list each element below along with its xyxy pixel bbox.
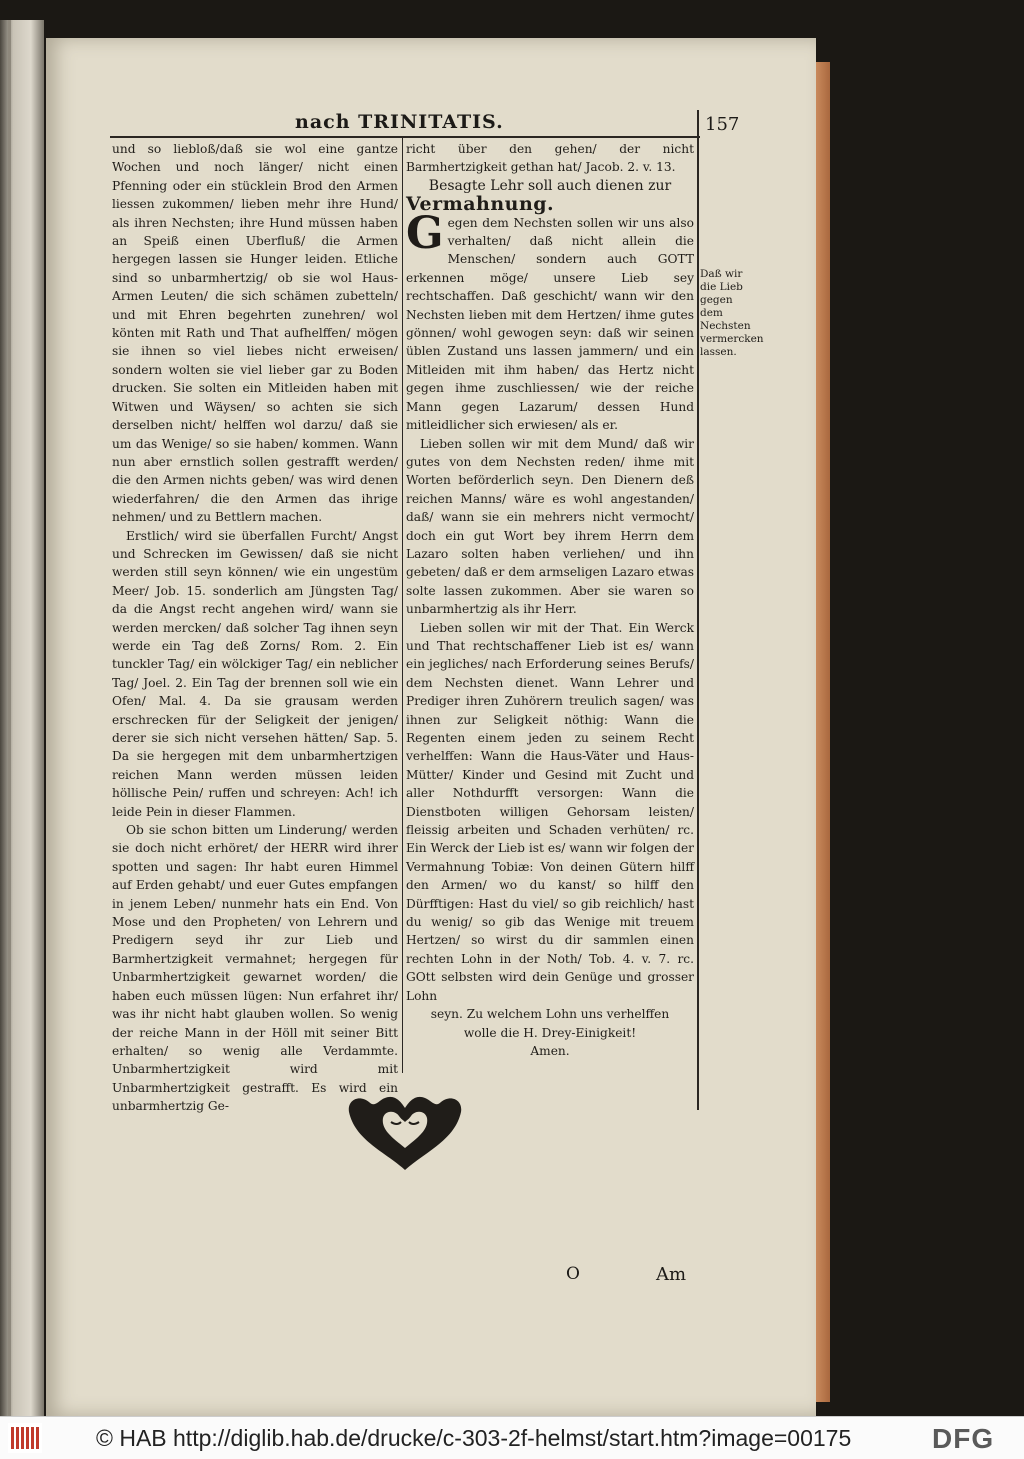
signature-mark: O — [566, 1264, 580, 1284]
page-edge-red — [816, 62, 830, 1402]
hab-library-logo-icon — [8, 1423, 42, 1453]
footer-bar — [0, 1416, 1024, 1459]
left-column — [112, 140, 398, 1116]
paragraph: richt über den gehen/ der nicht Barmhertzigkeit gethan hat/ Jacob. 2. v. 13. — [406, 142, 694, 175]
closing-line: wolle die H. Drey-Einigkeit! — [463, 1025, 637, 1040]
right-column — [406, 140, 694, 1060]
running-head: nach TRINITATIS. — [295, 111, 504, 133]
closing-line: seyn. Zu welchem Lohn uns verhelffen — [430, 1007, 670, 1022]
paragraph: Erstlich/ wird sie überfallen Furcht/ Angst und Schrecken im Gewissen/ daß sie nicht werden still seyn können/ wie ein ungestüm Meer/ Job. 15. sonderlich am Jüngsten Tag/ da die Angst recht angehen wird/ wann sie werden mercken/ daß solcher Tag ihnen seyn werde ein Tag deß Zorns/ Rom. 2. Ein tunckler Tag/ ein wölckiger Tag/ ein neblicher Tag/ Joel. 2. Ein Tag der brennen soll wie ein Ofen/ Mal. 4. Da sie grausam werden erschrecken für der Seligkeit der jenigen/ derer sie sich nicht versehen hätten/ Sap. 5. Da sie hergegen mit dem unbarmhertzigen reichen Mann werden müssen leiden höllische Pein/ ruffen und schreyen: Ach! ich leide Pein in dieser Flammen. — [112, 528, 398, 819]
paragraph-text: egen dem Nechsten sollen wir uns also verhalten/ daß nicht allein die Menschen/ sondern auch GOTT erkennen möge/ unsere Lieb sey rechtschaffen. Daß geschicht/ wann wir den Nechsten lieben mit dem Hertzen/ ihme gutes gönnen/ wohl gewogen seyn: daß wir seinen üblen Zustand uns lassen jammern/ und ein Mitleiden mit ihm haben/ das Hertz nicht gegen ihme zuschliessen/ wie der reiche Mann gegen Lazarum/ dessen Hund mitleidlicher sich erwiesen/ als er. — [406, 215, 694, 433]
column-divider — [402, 138, 403, 1073]
header-rule — [110, 136, 700, 138]
previous-page-edge — [0, 20, 44, 1416]
catchword: Am — [656, 1264, 687, 1285]
paragraph — [406, 207, 694, 435]
winged-heart-ornament-icon — [345, 1090, 465, 1172]
right-rule — [697, 110, 699, 1110]
paragraph: Ob sie schon bitten um Linderung/ werden sie doch nicht erhöret/ der HERR wird ihrer spotten und sagen: Ihr habt euren Himmel auf Erden gehabt/ und euer Gutes empfangen in jenem Leben/ nunmehr hats ein End. Von Mose und den Propheten/ von Lehrern und Predigern seyd ihr zur Lieb und Barmhertzigkeit vermahnet; hergegen für Unbarmhertzigkeit gewarnet worden/ die haben euch müssen lügen: Nun erfahret ihr/ was ihr nicht habt glauben wollen. So wenig der reiche Mann in der Höll mit seiner Bitt erhalten/ so wenig alle Verdammte. Unbarmhertzigkeit wird mit Unbarmhertzigkeit gestrafft. Es wird ein unbarmhertzig Ge- — [112, 823, 398, 1114]
section-title: Vermahnung. — [406, 193, 555, 216]
section-subheading: Besagte Lehr soll auch dienen zur — [428, 177, 672, 194]
drop-capital: G — [406, 207, 444, 259]
paragraph: Lieben sollen wir mit dem Mund/ daß wir gutes von dem Nechsten reden/ ihme mit Worten beförderlich seyn. Den Dienern deß reichen Manns/ wäre es wohl angestanden/ daß/ wann sie ein mehrers nicht vermocht/ doch ein gut Wort bey ihrem Herrn dem Lazaro solten haben verliehen/ und ihn gebeten/ daß er dem armseligen Lazaro etwas solte lassen zukommen. Aber sie waren so unbarmhertzig als ihr Herr. — [406, 436, 694, 617]
page-header — [110, 111, 710, 137]
dfg-logo: DFG — [932, 1423, 995, 1454]
closing-line: Amen. — [530, 1043, 570, 1058]
margin-note: Daß wir die Lieb gegen dem Nechsten vermercken lassen. — [700, 268, 764, 358]
copyright-url: © HAB http://diglib.hab.de/drucke/c-303-2f-helmst/start.htm?image=00175 — [96, 1425, 852, 1451]
paragraph: Lieben sollen wir mit der That. Ein Werck und That rechtschaffener Lieb ist es/ wann ein jegliches/ nach Erforderung seines Berufs/ dem Nechsten dienet. Wann Lehrer und Prediger ihren Zuhörern treulich sagen/ was ihnen zur Seligkeit nöthig: Wann die Regenten einem jeden zu seinem Recht verhelffen: Wann die Haus-Väter und Haus-Mütter/ Kinder und Gesind mit Zucht und aller Nothdurfft versorgen: Wann die Dienstboten willigen Gehorsam leisten/ fleissig arbeiten und Schaden verhüten/ rc. Ein Werck der Lieb ist es/ wann wir folgen der Vermahnung Tobiæ: Von deinen Gütern hilff den Armen/ wo du kanst/ so hilff den Dürfftigen: Hast du viel/ so gib reichlich/ hast du wenig/ so gib das Wenige mit treuem Hertzen/ so wirst du dir sammlen einen rechten Lohn in der Noth/ Tob. 4. v. 7. rc. GOtt selbsten wird dein Genüge und grosser Lohn — [406, 620, 694, 1003]
page-number: 157 — [705, 114, 740, 135]
paragraph: und so liebloß/daß sie wol eine gantze Wochen und noch länger/ nicht einen Pfenning oder ein stücklein Brod den Armen liessen zukommen/ lieben mehr ihre Hund/ als ihren Nechsten; ihre Hund müssen haben an Speiß einen Uberfluß/ die Armen hergegen lassen sie Hunger leiden. Etliche sind so unbarmhertzig/ ob sie wol Haus-Armen Leuten/ die sich schämen zubetteln/ und mit Ehren begehrten zunehren/ wol könten mit Rath und That aufhelffen/ mögen sie ihnen so viel liebes nicht erweisen/ sondern wolten sie viel lieber gar zu Boden drucken. Sie solten ein Mitleiden haben mit Witwen und Wäysen/ so achten sie sich derselben nicht/ helffen wol darzu/ daß sie um das Wenige/ so sie haben/ kommen. Wann nun aber ernstlich sollen gestrafft werden/ die den Armen nichts geben/ was wird denen wiederfahren/ die den Armen das ihrige nehmen/ und zu Bettlern machen. — [112, 142, 398, 525]
